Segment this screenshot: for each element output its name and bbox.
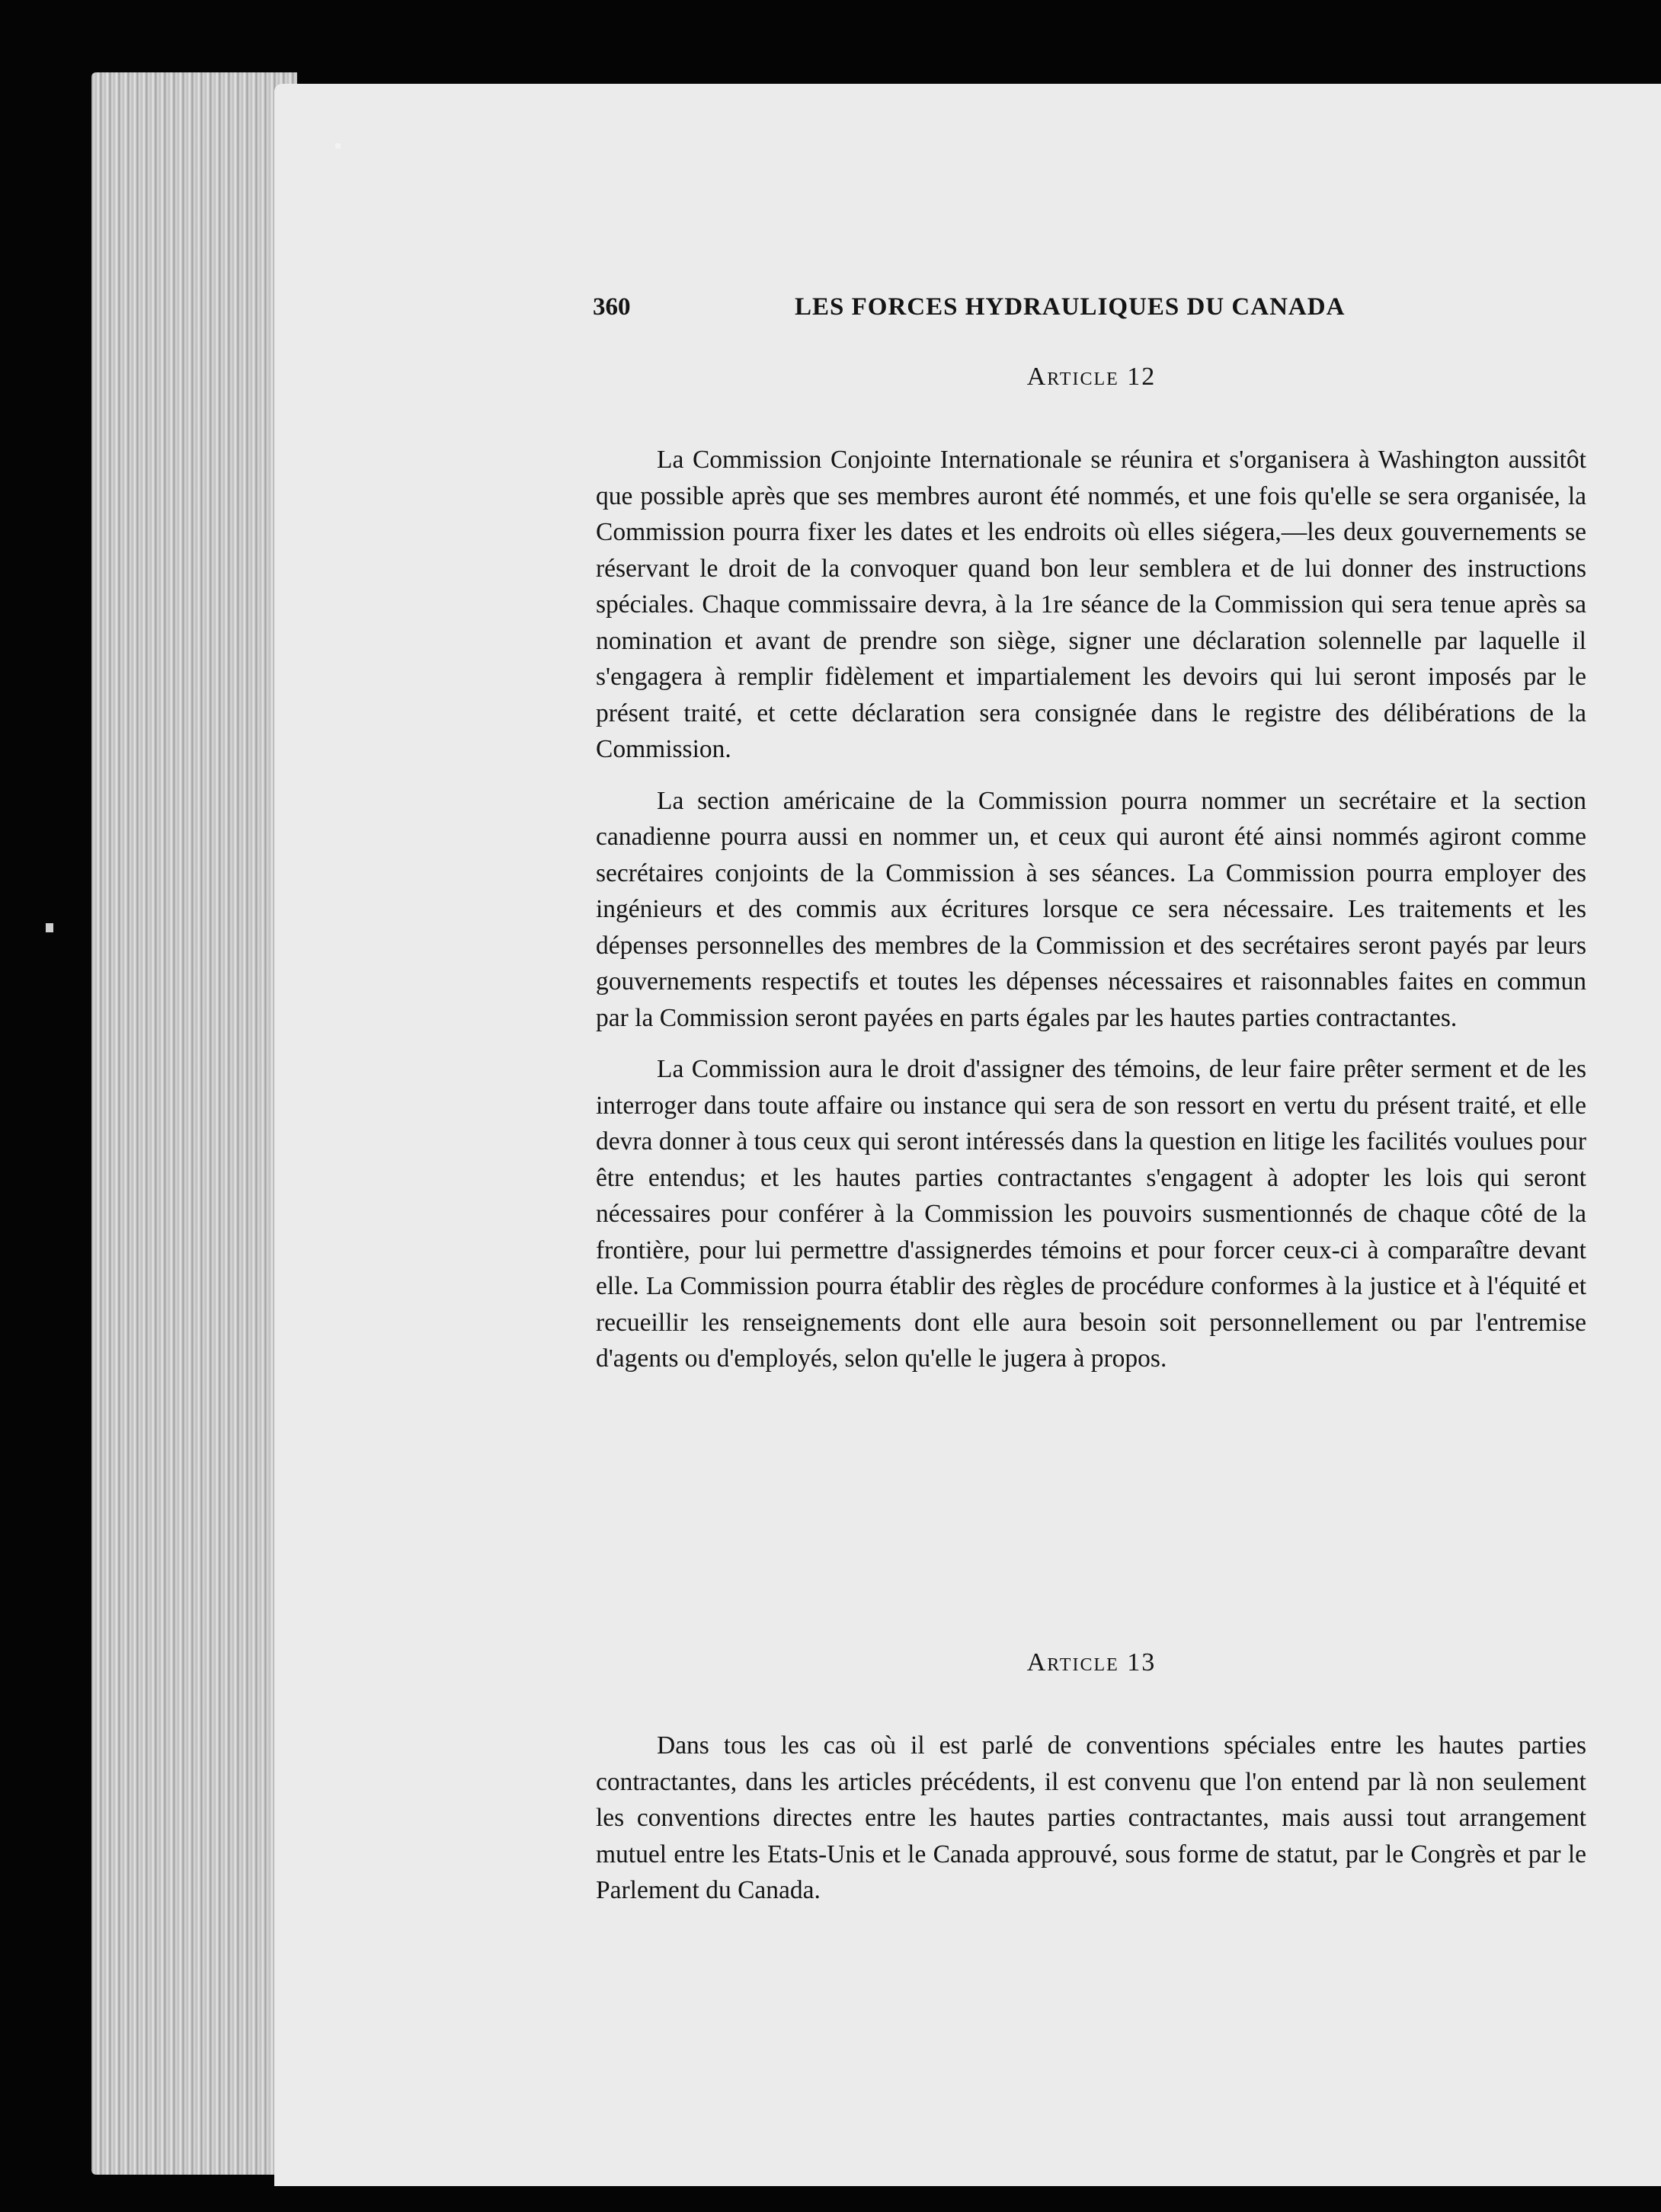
article-12-heading: Article 12 [1026,363,1157,391]
article-12-body [596,442,1586,1392]
dust-speck [335,143,341,149]
dust-speck [46,923,53,932]
running-header [593,293,1370,331]
page-number: 360 [593,293,631,321]
book-page-edges [91,72,297,2175]
paragraph: La Commission aura le droit d'assigner des témoins, de leur faire prêter serment et de les interroger dans toute affaire ou instance qui sera de son ressort en vertu du présent traité, et elle devra donner à tous ceux qui seront intéressés dans la question en litige les facilités voulues pour être entendus; et les hautes parties contractantes s'engagent à adopter les lois qui seront nécessaires pour conférer à la Commission les pouvoirs susmentionnés de chaque côté de la frontière, pour lui permettre d'assignerdes témoins et pour forcer ceux-ci à comparaître devant elle. La Commission pourra établir des règles de procédure conformes à la justice et à l'équité et recueillir les renseignements dont elle aura besoin soit personnellement ou par l'entremise d'agents ou d'employés, selon qu'elle le jugera à propos. [596,1055,1586,1373]
running-title: LES FORCES HYDRAULIQUES DU CANADA [795,293,1346,321]
paragraph: La section américaine de la Commission pourra nommer un secrétaire et la section canadienne pourra aussi en nommer un, et ceux qui auront été ainsi nommés agiront comme secrétaires conjoints de la Commission à ses séances. La Commission pourra employer des ingénieurs et des commis aux écritures lorsque ce sera nécessaire. Les traitements et les dépenses personnelles des membres de la Commission et des secrétaires seront payés par leurs gouvernements respectifs et toutes les dépenses nécessaires et raisonnables faites en commun par la Commission seront payées en parts égales par les hautes parties contractantes. [596,786,1586,1032]
article-13-heading: Article 13 [1026,1648,1157,1677]
paragraph: Dans tous les cas où il est parlé de conventions spéciales entre les hautes parties contractantes, dans les articles précédents, il est convenu que l'on entend par là non seulement les conventions directes entre les hautes parties contractantes, mais aussi tout arrangement mutuel entre les Etats-Unis et le Canada approuvé, sous forme de statut, par le Congrès et par le Parlement du Canada. [596,1731,1586,1904]
paragraph: La Commission Conjointe Internationale se réunira et s'organisera à Washington aussitôt que possible après que ses membres auront été nommés, et une fois qu'elle se sera organisée, la Commission pourra fixer les dates et les endroits où elles siégera,—les deux gouvernements se réservant le droit de la convoquer quand bon leur semblera et de lui donner des instructions spéciales. Chaque commissaire devra, à la 1re séance de la Commission qui sera tenue après sa nomination et avant de prendre son siège, signer une déclaration solennelle par laquelle il s'engagera à remplir fidèlement et impartialement les devoirs qui lui seront imposés par le présent traité, et cette déclaration sera consignée dans le registre des délibérations de la Commission. [596,446,1586,763]
article-13-body [596,1728,1586,1924]
